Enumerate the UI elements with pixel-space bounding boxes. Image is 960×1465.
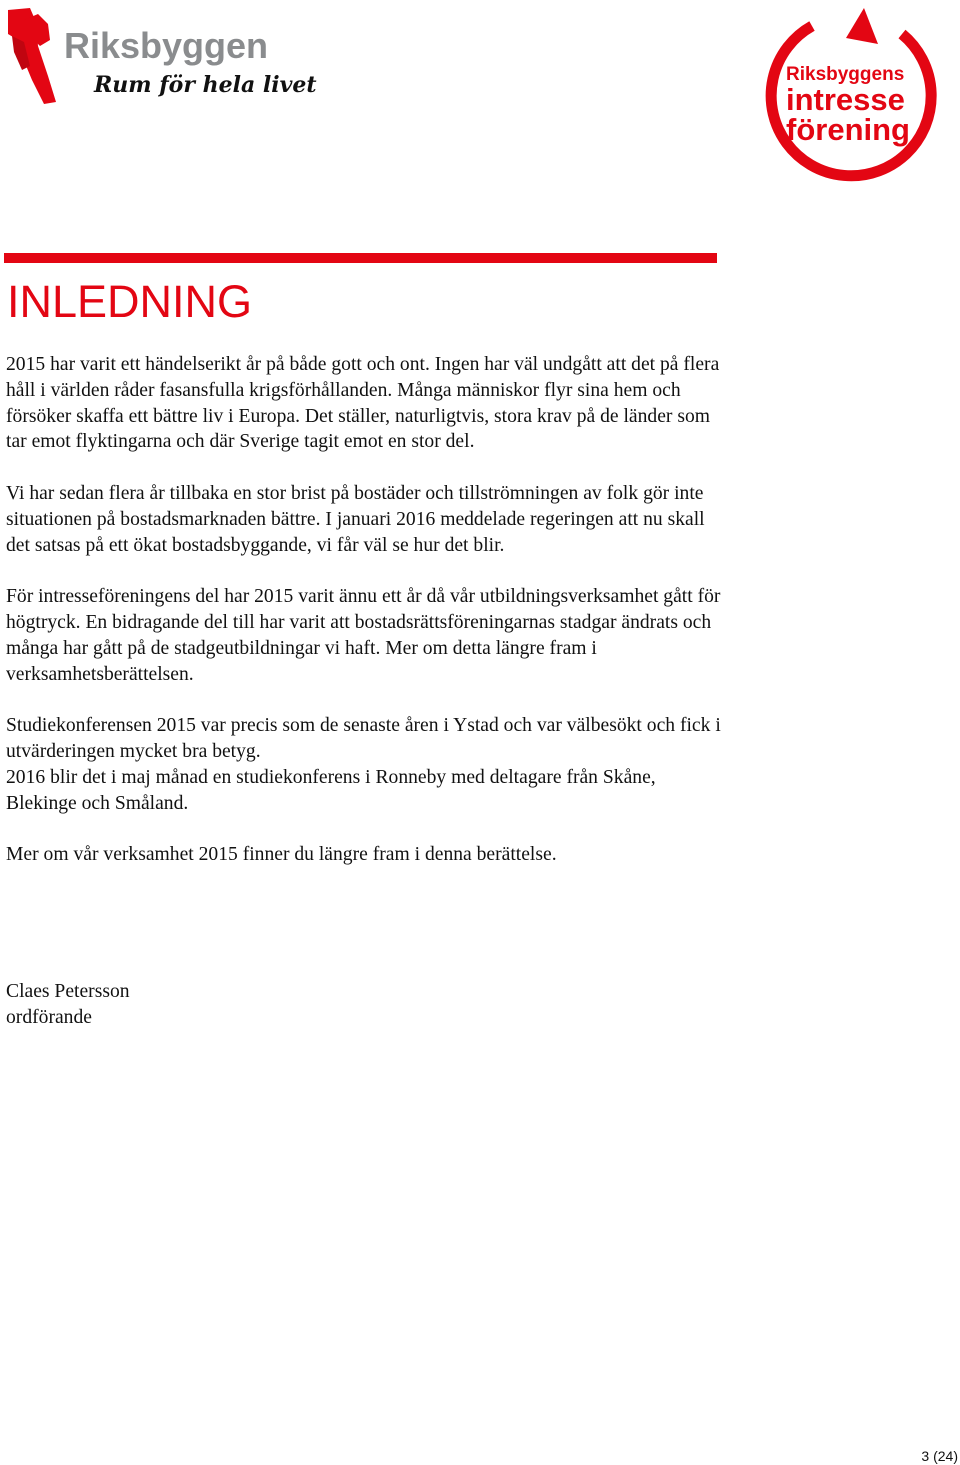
paragraph: För intresseföreningens del har 2015 varit ännu ett år då vår utbildningsverksamhet gått för högtryck. En bidragande del till har varit att bostadsrättsföreningarnas stadgar ändrats och många har gått på de stadgeutbildningar vi haft. Mer om detta längre fram i verksamhetsberättelsen.	[6, 586, 721, 685]
riksbyggen-logo-name: Riksbyggen	[64, 25, 269, 66]
riksbyggen-mark-icon	[8, 8, 56, 104]
page-title: INLEDNING	[7, 276, 253, 327]
paragraph: 2016 blir det i maj månad en studiekonferens i Ronneby med deltagare från Skåne, Blekinge och Småland.	[6, 766, 656, 814]
riksbyggen-logo	[4, 6, 317, 106]
heading-divider	[4, 253, 717, 263]
paragraph: Mer om vår verksamhet 2015 finner du längre fram i denna berättelse.	[6, 844, 557, 866]
intresseforening-logo	[752, 4, 938, 196]
document-body	[6, 352, 726, 894]
signature-name: Claes Petersson	[6, 981, 130, 1002]
paragraph: Vi har sedan flera år tillbaka en stor brist på bostäder och tillströmningen av folk gör inte situationen på bostadsmarknaden bättre. I januari 2016 meddelade regeringen att nu skall det satsas på ett ökat bostadsbyggande, vi får väl se hur det blir.	[6, 482, 705, 556]
page-number: 3 (24)	[921, 1448, 958, 1464]
intresseforening-logo-line1: Riksbyggens	[786, 64, 905, 85]
riksbyggen-logo-tagline: Rum för hela livet	[94, 72, 317, 98]
signature-block	[6, 979, 130, 1031]
paragraph: Studiekonferensen 2015 var precis som de senaste åren i Ystad och var välbesökt och fick i utvärderingen mycket bra betyg.	[6, 715, 721, 762]
signature-title: ordförande	[6, 1006, 92, 1028]
paragraph: 2015 har varit ett händelserikt år på både gott och ont. Ingen har väl undgått att det på flera håll i världen råder fasansfulla krigsförhållanden. Många människor flyr sina hem och försöker skaffa ett bättre liv i Europa. Det ställer, naturligtvis, stora krav på de länder som tar emot flyktingarna och där Sverige tagit emot en stor del.	[6, 354, 720, 453]
intresseforening-logo-line3: förening	[786, 112, 910, 147]
intresseforening-logo-line2: intresse	[786, 82, 905, 117]
